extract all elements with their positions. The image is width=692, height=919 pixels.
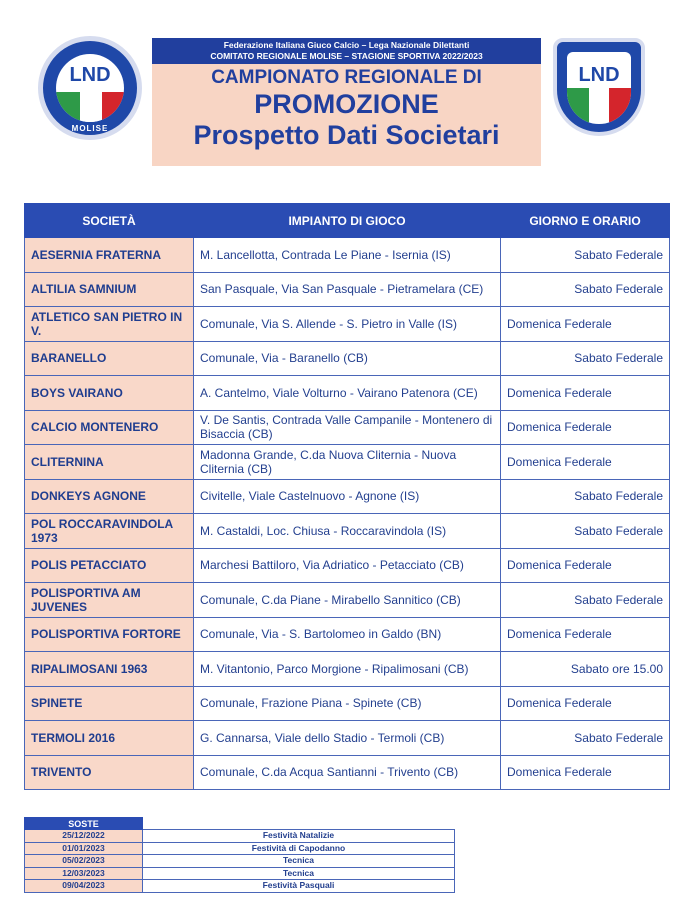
soste-row	[25, 867, 455, 880]
cell-giorno: Sabato Federale	[501, 514, 670, 549]
table-row	[25, 652, 670, 687]
table-row	[25, 617, 670, 652]
header-line2: COMITATO REGIONALE MOLISE – STAGIONE SPORTIVA 2022/2023	[210, 51, 483, 61]
cell-societa: POL ROCCARAVINDOLA 1973	[25, 514, 194, 549]
logo-left-text: LND	[69, 64, 111, 86]
cell-societa: POLISPORTIVA AM JUVENES	[25, 583, 194, 618]
cell-societa: BARANELLO	[25, 341, 194, 376]
cell-giorno: Sabato Federale	[501, 238, 670, 273]
title-promozione: PROMOZIONE	[254, 89, 439, 119]
soste-row	[25, 842, 455, 855]
soste-table	[24, 817, 455, 893]
soste-header: SOSTE	[25, 818, 143, 830]
cell-giorno: Domenica Federale	[501, 445, 670, 480]
cell-impianto: Comunale, C.da Acqua Santianni - Trivento (CB)	[194, 755, 501, 790]
cell-impianto: M. Lancellotta, Contrada Le Piane - Isernia (IS)	[194, 238, 501, 273]
soste-label: Festività Pasquali	[143, 880, 455, 893]
soste-row	[25, 830, 455, 843]
title-campionato: CAMPIONATO REGIONALE DI	[211, 67, 482, 88]
header-bar	[152, 38, 541, 64]
cell-impianto: V. De Santis, Contrada Valle Campanile - Montenero di Bisaccia (CB)	[194, 410, 501, 445]
cell-impianto: M. Castaldi, Loc. Chiusa - Roccaravindola (IS)	[194, 514, 501, 549]
logo-inner	[56, 54, 124, 122]
soste-date: 25/12/2022	[25, 830, 143, 843]
cell-societa: ATLETICO SAN PIETRO IN V.	[25, 307, 194, 342]
header-line1: Federazione Italiana Giuco Calcio – Lega Nazionale Dilettanti	[223, 40, 470, 50]
cell-impianto: Comunale, C.da Piane - Mirabello Sannitico (CB)	[194, 583, 501, 618]
soste-date: 09/04/2023	[25, 880, 143, 893]
cell-impianto: Comunale, Via S. Allende - S. Pietro in Valle (IS)	[194, 307, 501, 342]
soste-date: 01/01/2023	[25, 842, 143, 855]
table-row	[25, 376, 670, 411]
soste-date: 05/02/2023	[25, 855, 143, 868]
cell-societa: ALTILIA SAMNIUM	[25, 272, 194, 307]
cell-impianto: Madonna Grande, C.da Nuova Cliternia - Nuova Cliternia (CB)	[194, 445, 501, 480]
logo-left-ring-text: MOLISE	[71, 124, 109, 133]
table-header-row	[25, 204, 670, 238]
table-row	[25, 514, 670, 549]
cell-societa: SPINETE	[25, 686, 194, 721]
cell-impianto: A. Cantelmo, Viale Volturno - Vairano Patenora (CE)	[194, 376, 501, 411]
soste-header-row	[25, 818, 455, 830]
cell-giorno: Sabato Federale	[501, 479, 670, 514]
header-impianto: IMPIANTO DI GIOCO	[194, 204, 501, 238]
cell-societa: TRIVENTO	[25, 755, 194, 790]
cell-societa: TERMOLI 2016	[25, 721, 194, 756]
cell-giorno: Sabato ore 15.00	[501, 652, 670, 687]
cell-giorno: Domenica Federale	[501, 376, 670, 411]
cell-societa: DONKEYS AGNONE	[25, 479, 194, 514]
soste-row	[25, 855, 455, 868]
cell-giorno: Domenica Federale	[501, 686, 670, 721]
cell-impianto: Civitelle, Viale Castelnuovo - Agnone (IS)	[194, 479, 501, 514]
table-row	[25, 410, 670, 445]
cell-giorno: Sabato Federale	[501, 272, 670, 307]
cell-giorno: Domenica Federale	[501, 410, 670, 445]
logo-right-text: LND	[578, 64, 620, 86]
cell-giorno: Sabato Federale	[501, 341, 670, 376]
cell-giorno: Sabato Federale	[501, 721, 670, 756]
header-societa: SOCIETÀ	[25, 204, 194, 238]
cell-impianto: Comunale, Via - Baranello (CB)	[194, 341, 501, 376]
soste-label: Tecnica	[143, 867, 455, 880]
cell-impianto: Comunale, Via - S. Bartolomeo in Galdo (BN)	[194, 617, 501, 652]
cell-giorno: Domenica Federale	[501, 617, 670, 652]
cell-societa: RIPALIMOSANI 1963	[25, 652, 194, 687]
cell-giorno: Domenica Federale	[501, 307, 670, 342]
shield-inner	[567, 52, 631, 124]
cell-impianto: G. Cannarsa, Viale dello Stadio - Termoli (CB)	[194, 721, 501, 756]
cell-impianto: M. Vitantonio, Parco Morgione - Ripalimosani (CB)	[194, 652, 501, 687]
lnd-molise-logo	[38, 36, 142, 140]
table-row	[25, 307, 670, 342]
soste-label: Festività Natalizie	[143, 830, 455, 843]
cell-impianto: Comunale, Frazione Piana - Spinete (CB)	[194, 686, 501, 721]
table-row	[25, 238, 670, 273]
cell-societa: AESERNIA FRATERNA	[25, 238, 194, 273]
table-row	[25, 272, 670, 307]
table-row	[25, 479, 670, 514]
cell-giorno: Domenica Federale	[501, 548, 670, 583]
lnd-shield-logo	[553, 38, 645, 136]
table-row	[25, 755, 670, 790]
cell-impianto: Marchesi Battiloro, Via Adriatico - Petacciato (CB)	[194, 548, 501, 583]
header-box	[152, 38, 541, 166]
title-prospetto: Prospetto Dati Societari	[193, 120, 500, 150]
cell-societa: CALCIO MONTENERO	[25, 410, 194, 445]
cell-societa: BOYS VAIRANO	[25, 376, 194, 411]
cell-giorno: Domenica Federale	[501, 755, 670, 790]
table-row	[25, 686, 670, 721]
header-giorno: GIORNO E ORARIO	[501, 204, 670, 238]
cell-societa: POLISPORTIVA FORTORE	[25, 617, 194, 652]
soste-date: 12/03/2023	[25, 867, 143, 880]
cell-giorno: Sabato Federale	[501, 583, 670, 618]
societa-table	[24, 203, 670, 790]
cell-societa: CLITERNINA	[25, 445, 194, 480]
soste-label: Festività di Capodanno	[143, 842, 455, 855]
soste-label: Tecnica	[143, 855, 455, 868]
table-row	[25, 721, 670, 756]
table-row	[25, 341, 670, 376]
table-row	[25, 445, 670, 480]
table-row	[25, 583, 670, 618]
table-row	[25, 548, 670, 583]
cell-societa: POLIS PETACCIATO	[25, 548, 194, 583]
soste-row	[25, 880, 455, 893]
cell-impianto: San Pasquale, Via San Pasquale - Pietramelara (CE)	[194, 272, 501, 307]
